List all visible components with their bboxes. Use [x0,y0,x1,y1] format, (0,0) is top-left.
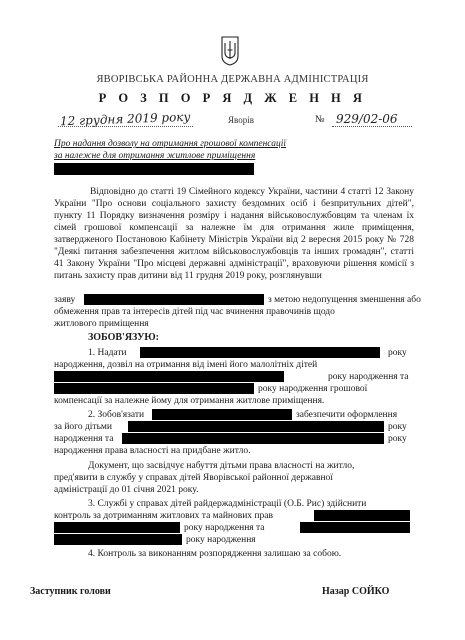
document-number: 929/02-06 [336,112,398,126]
document-type: Р О З П О Р Я Д Ж Е Н Н Я [98,91,367,105]
preamble-text: Відповідно до статті 19 Сімейного кодексу України, частини 4 статті 12 Закону України "Про основи соціального захисту бездомних осіб і безпритульних дітей", пункту 11 Порядку визначення розміру і надання військовослужбовцям та членам їх сімей грошової компенсації за належне їм для отримання жиле приміщення, затвердженого Постановою Кабінету Міністрів України від 2 вересня 2015 року № 728 "Деякі питання забезпечення житлом військовослужбовців та інших громадян", статті 41 Закону України "Про місцеві державні адміністрації", враховуючи рішення комісії з питань захисту прав дитини від 11 грудня 2019 року, розглянувши [54,187,414,281]
redacted-block [152,409,292,420]
redacted-block [54,371,284,382]
redacted-block [128,421,384,432]
preamble-tail-start: заяву [54,295,76,305]
document-note-text: Документ, що засвідчує набуття дітьми права власності на житло, [88,461,355,471]
item-2-text: року [388,422,407,432]
item-2-text: року [388,434,407,444]
agency-name: ЯВОРІВСЬКА РАЙОННА ДЕРЖАВНА АДМІНІСТРАЦІЯ [96,74,369,85]
item-1-text: народження, дозвіл на отримання від імені його малолітніх дітей [54,360,318,370]
document-date: 12 грудня 2019 року [59,109,191,129]
number-underline [332,126,412,127]
item-3-text: 3. Службі у справах дітей райдержадміністрації (О.Б. Рис) здійснити [88,499,367,509]
subject-line-2: за належне для отримання житлове приміщення [54,151,256,161]
redacted-block [84,294,264,305]
signatory-position: Заступник голови [30,586,111,597]
item-1-text: року народження грошової [258,384,368,394]
redacted-block [54,522,180,533]
redacted-block [300,522,410,533]
item-1-text: компенсації за належне йому для отримання житлове приміщення. [54,396,325,406]
subject-line-1: Про надання дозволу на отримання грошової компенсації [54,139,287,149]
document-note-text: адміністрації до 01 січня 2021 року. [54,485,199,495]
item-3-text: контроль за дотриманням житлових та майнових прав [54,511,273,521]
redacted-block [314,510,410,521]
item-1-text: 1. Надати [88,348,127,358]
document-place: Яворів [228,115,254,125]
item-2-text: за його дітьми [54,422,113,432]
document-subject [54,138,286,162]
document-note-text: пред'явити в службу у справах дітей Яворівської районної державної [54,473,333,483]
item-2-text: народження права власності на придбане житло. [54,446,251,456]
preamble-tail-line-3: житлового приміщення [54,319,149,329]
redacted-block [54,383,254,394]
redacted-block [54,163,254,175]
zobovyazuyu-heading: ЗОБОВ'ЯЗУЮ: [88,332,160,343]
trident-coat-of-arms-icon [221,36,239,66]
preamble-tail-rest: з метою недопущення зменшення або [268,295,421,305]
number-label: № [315,114,325,125]
item-2-text: народження та [54,434,114,444]
redacted-block [140,347,380,358]
item-3-text: року народження [186,535,256,545]
item-2-text: 2. Зобов'язати [88,410,145,420]
date-underline [58,126,193,127]
item-1-text: року [388,348,407,358]
item-1-text: року народження та [328,372,409,382]
redacted-block [54,534,182,545]
preamble-tail-line-2: обмеження прав та інтересів дітей під час вчинення правочинів щодо [54,307,335,317]
item-2-text: забезпечити оформлення [296,410,398,420]
signatory-name: Назар СОЙКО [322,586,390,597]
item-4-text: 4. Контроль за виконанням розпорядження залишаю за собою. [88,549,342,559]
redacted-block [122,433,384,444]
item-3-text: року народження та [184,523,265,533]
